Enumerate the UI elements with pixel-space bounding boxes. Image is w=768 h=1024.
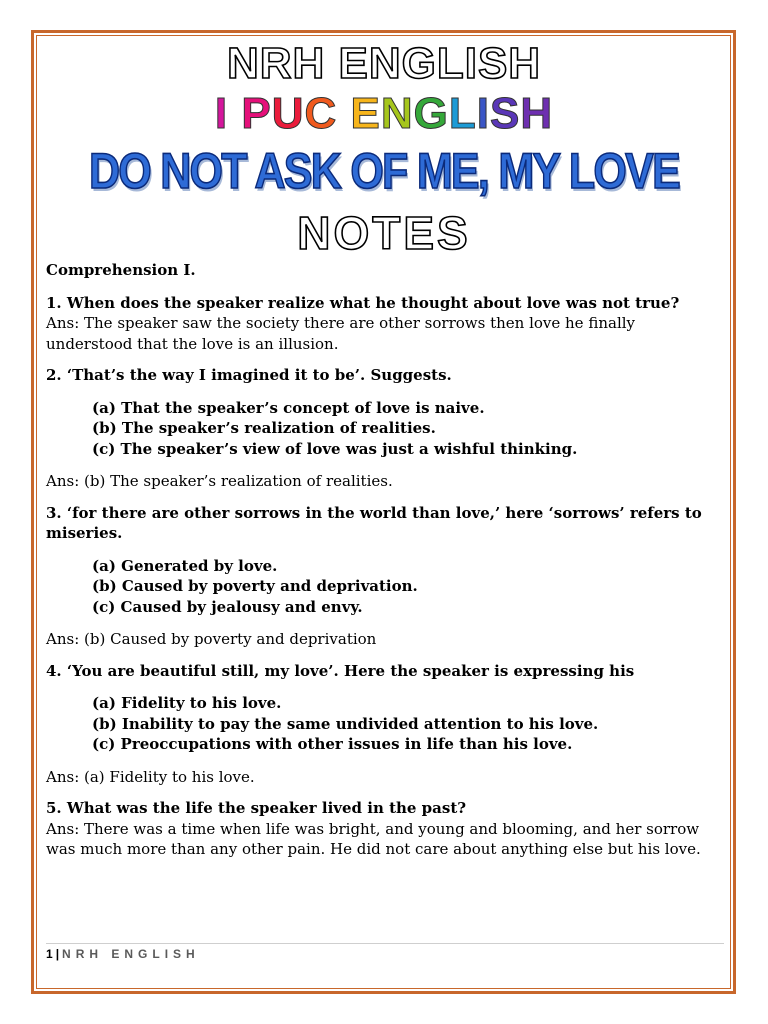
option-4c: (c) Preoccupations with other issues in life than his love. — [92, 735, 573, 753]
question-block-3 — [46, 503, 720, 650]
option-3b: (b) Caused by poverty and deprivation. — [92, 577, 418, 595]
rainbow-letter: I — [476, 89, 490, 138]
rainbow-letter: P — [241, 89, 272, 138]
rainbow-letter — [337, 89, 350, 138]
answer-3: Ans: (b) Caused by poverty and deprivation — [46, 630, 377, 648]
title-i-puc-english — [0, 89, 768, 138]
question-block-4 — [46, 661, 720, 788]
footer-divider — [46, 943, 724, 944]
rainbow-letter: L — [448, 89, 477, 138]
question-1: 1. When does the speaker realize what he thought about love was not true? — [46, 293, 680, 312]
rainbow-letter: U — [271, 89, 305, 138]
option-2b: (b) The speaker’s realization of realities. — [92, 419, 436, 437]
option-4b: (b) Inability to pay the same undivided attention to his love. — [92, 714, 599, 733]
options-4 — [92, 693, 720, 755]
title-nrh-english: NRH ENGLISH — [226, 39, 542, 88]
answer-4: Ans: (a) Fidelity to his love. — [46, 767, 255, 786]
options-2 — [92, 398, 720, 460]
option-3c: (c) Caused by jealousy and envy. — [92, 597, 363, 616]
rainbow-letter: G — [413, 89, 449, 138]
notes-content — [46, 260, 720, 871]
title-notes: NOTES — [297, 207, 471, 259]
footer-separator: | — [55, 947, 60, 961]
rainbow-letter: C — [304, 89, 338, 138]
rainbow-letter: E — [350, 89, 381, 138]
question-3: 3. ‘for there are other sorrows in the world than love,’ here ‘sorrows’ refers to miseries. — [46, 503, 702, 542]
option-2a: (a) That the speaker’s concept of love is naive. — [92, 398, 485, 417]
title-poem-name: DO NOT ASK OF ME, MY LOVE — [88, 143, 680, 199]
rainbow-letter: N — [380, 89, 414, 138]
answer-1: Ans: The speaker saw the society there are other sorrows then love he finally understood that the love is an illusion. — [46, 314, 636, 353]
footer-label: NRH ENGLISH — [62, 947, 200, 961]
section-heading: Comprehension I. — [46, 261, 196, 279]
question-4: 4. ‘You are beautiful still, my love’. Here the speaker is expressing his — [46, 661, 635, 680]
question-5: 5. What was the life the speaker lived in the past? — [46, 799, 467, 817]
rainbow-letter — [228, 89, 241, 138]
rainbow-letter: H — [520, 89, 554, 138]
option-3a: (a) Generated by love. — [92, 556, 278, 575]
answer-2: Ans: (b) The speaker’s realization of realities. — [46, 472, 393, 490]
option-4a: (a) Fidelity to his love. — [92, 694, 282, 712]
question-block-2 — [46, 365, 720, 492]
page-footer — [46, 947, 200, 961]
option-2c: (c) The speaker’s view of love was just a wishful thinking. — [92, 439, 578, 458]
rainbow-letter: I — [214, 89, 229, 138]
page-number: 1 — [46, 947, 53, 961]
question-block-1 — [46, 293, 720, 355]
answer-5: Ans: There was a time when life was bright, and young and blooming, and her sorrow was much more than any other pain. He did not care about anything else but his love. — [46, 819, 701, 858]
options-3 — [92, 556, 720, 618]
rainbow-letter: S — [489, 89, 521, 138]
question-2: 2. ‘That’s the way I imagined it to be’. Suggests. — [46, 366, 452, 384]
question-block-5 — [46, 798, 720, 860]
